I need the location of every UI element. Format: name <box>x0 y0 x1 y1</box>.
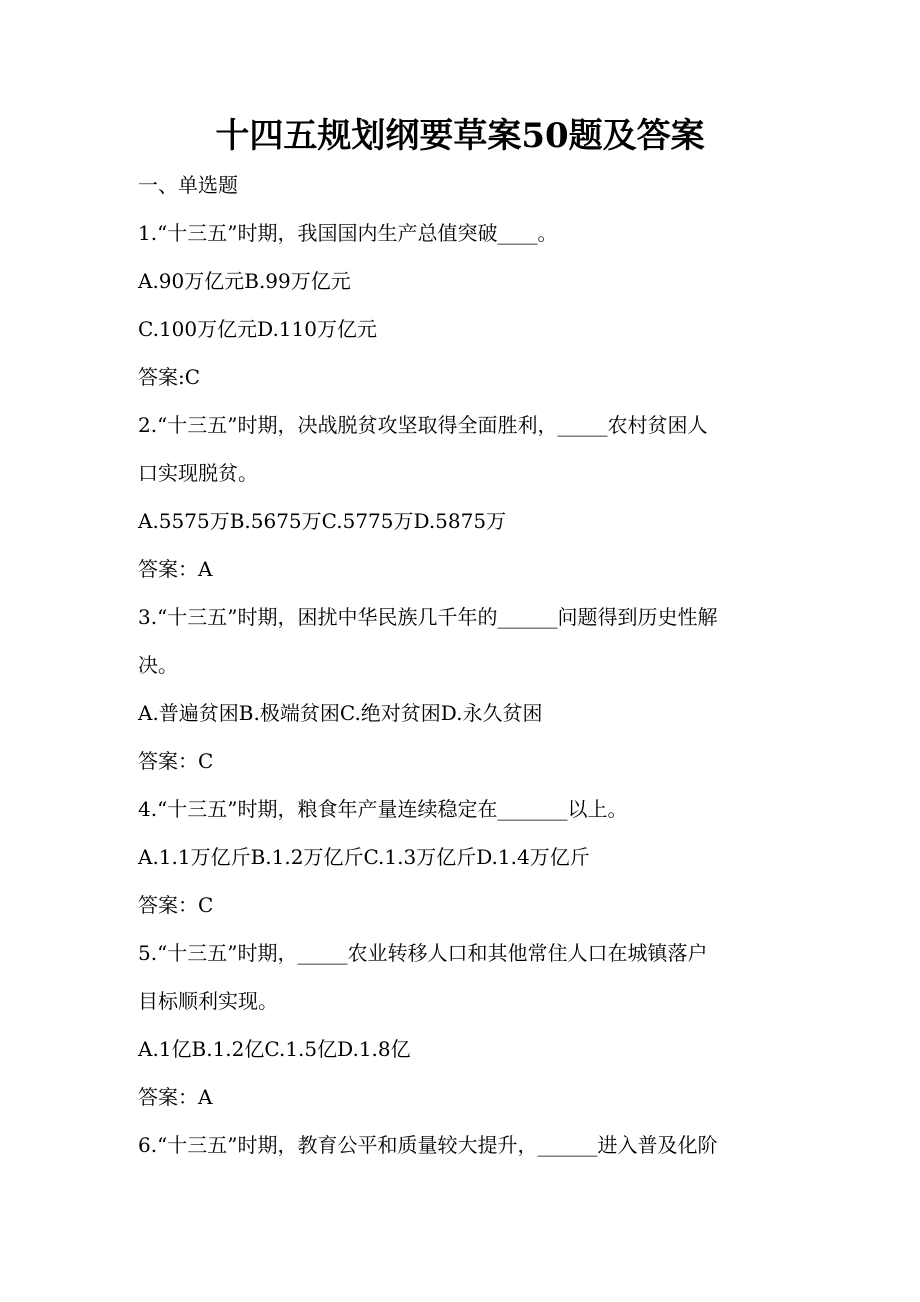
question-2-text-line-1: 2.“十三五”时期，决战脱贫攻坚取得全面胜利，_____农村贫困人 <box>138 413 708 437</box>
question-1-options-cd: C.100万亿元D.110万亿元 <box>138 317 377 341</box>
question-2-options: A.5575万B.5675万C.5775万D.5875万 <box>138 509 507 533</box>
question-3-text-line-1: 3.“十三五”时期，困扰中华民族几千年的______问题得到历史性解 <box>138 605 718 629</box>
question-3-answer: 答案：C <box>138 749 214 773</box>
question-5-options: A.1亿B.1.2亿C.1.5亿D.1.8亿 <box>138 1037 411 1061</box>
question-1-answer: 答案:C <box>138 365 201 389</box>
question-2-text-line-2: 口实现脱贫。 <box>138 461 258 485</box>
question-1-text: 1.“十三五”时期，我国国内生产总值突破____。 <box>138 221 558 245</box>
question-4-options: A.1.1万亿斤B.1.2万亿斤C.1.3万亿斤D.1.4万亿斤 <box>138 845 590 869</box>
question-1-options-ab: A.90万亿元B.99万亿元 <box>138 269 351 293</box>
question-6-text-line-1: 6.“十三五”时期，教育公平和质量较大提升，______进入普及化阶 <box>138 1133 718 1157</box>
question-3-options: A.普遍贫困B.极端贫困C.绝对贫困D.永久贫困 <box>138 701 543 725</box>
question-5-text-line-1: 5.“十三五”时期，_____农业转移人口和其他常住人口在城镇落户 <box>138 941 708 965</box>
question-4-text: 4.“十三五”时期，粮食年产量连续稳定在_______以上。 <box>138 797 628 821</box>
question-2-answer: 答案：A <box>138 557 213 581</box>
section-heading: 一、单选题 <box>138 173 238 197</box>
question-4-answer: 答案：C <box>138 893 214 917</box>
question-3-text-line-2: 决。 <box>138 653 178 677</box>
question-5-answer: 答案：A <box>138 1085 213 1109</box>
document-title: 十四五规划纲要草案50题及答案 <box>215 116 705 156</box>
question-5-text-line-2: 目标顺利实现。 <box>138 989 278 1013</box>
